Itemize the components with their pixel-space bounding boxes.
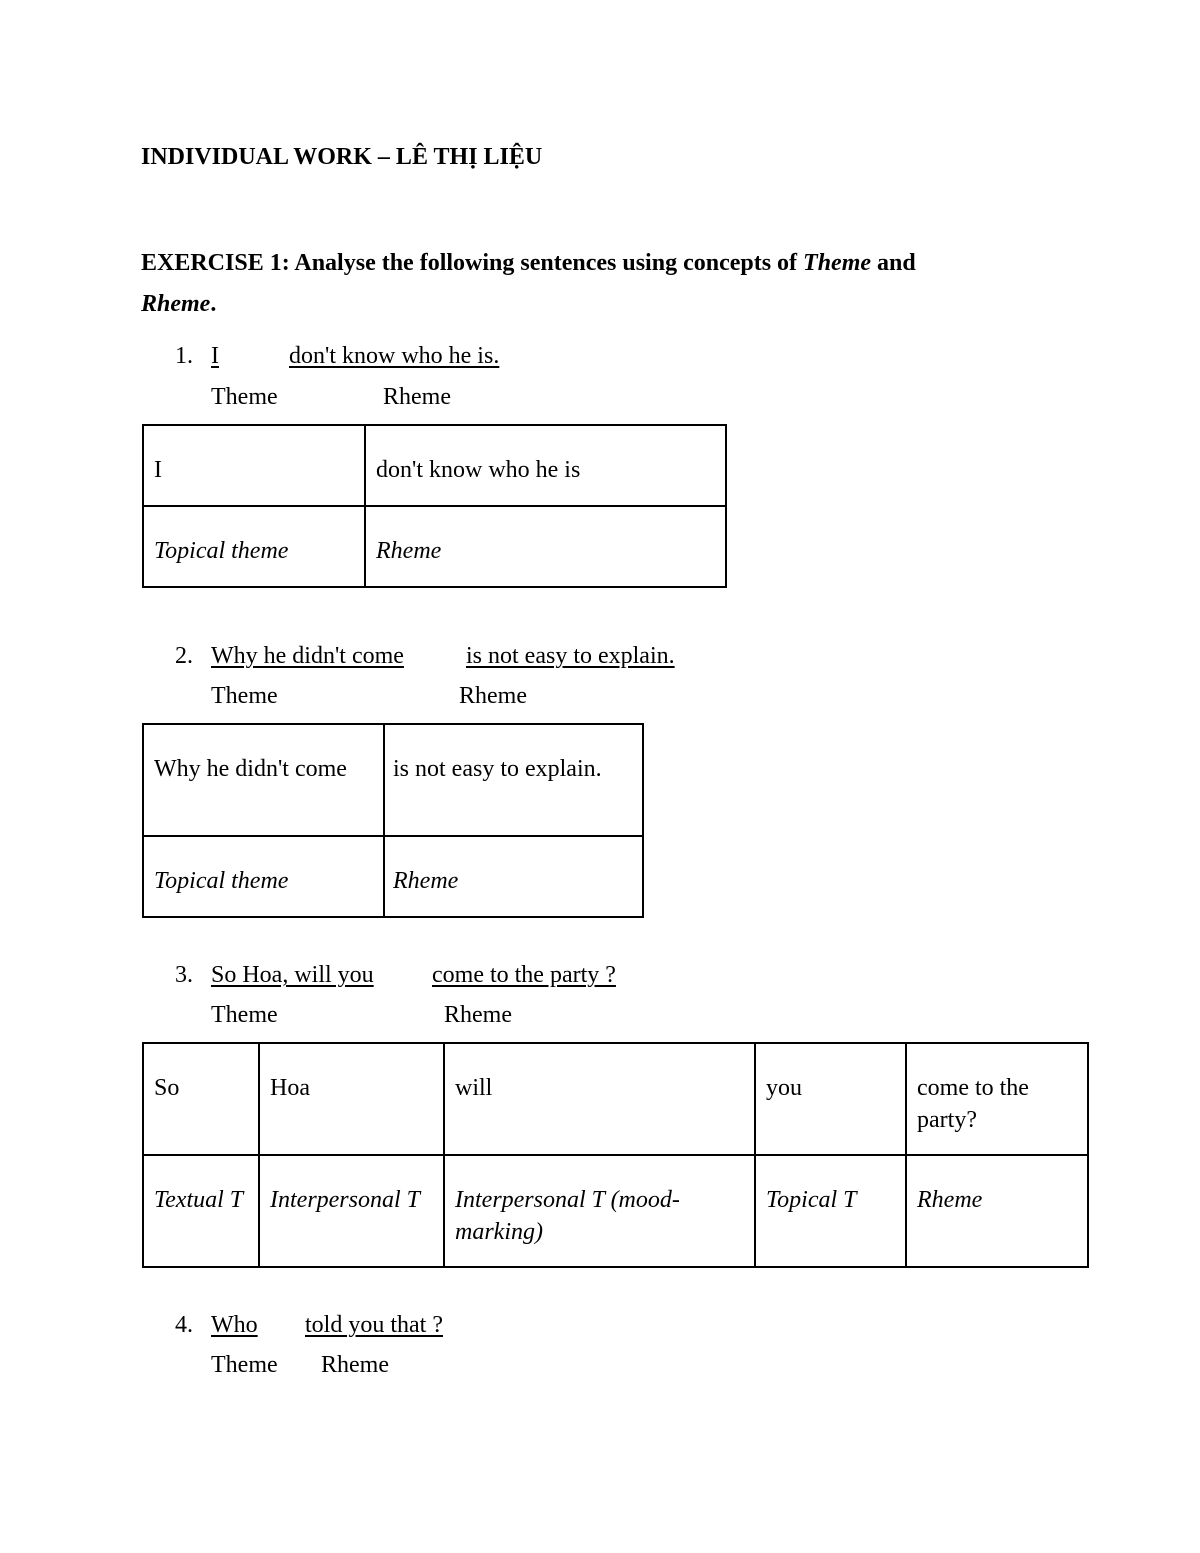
item-1-rheme-part: don't know who he is. [289, 343, 500, 369]
item-4-number: 4. [175, 1312, 193, 1338]
item-2-number: 2. [175, 643, 193, 669]
table-row [143, 425, 726, 506]
item-4-theme-part: Who [211, 1312, 258, 1338]
table-cell: come to the party? [906, 1043, 1088, 1155]
table-cell: Interpersonal T (mood-marking) [444, 1155, 755, 1267]
item-1-number: 1. [175, 343, 193, 369]
item-4-rheme-label: Rheme [321, 1352, 389, 1378]
table-row [143, 1155, 1088, 1267]
table-cell: Rheme [384, 836, 643, 917]
table-cell: will [444, 1043, 755, 1155]
item-4-theme-label: Theme [211, 1352, 278, 1378]
item-1-table [142, 424, 727, 588]
table-cell: Topical T [755, 1155, 906, 1267]
table-cell: Why he didn't come [143, 724, 384, 836]
table-cell: Topical theme [143, 506, 365, 587]
item-2-theme-part: Why he didn't come [211, 643, 404, 669]
table-cell: Rheme [906, 1155, 1088, 1267]
item-2-rheme-part: is not easy to explain. [466, 643, 675, 669]
exercise-heading [141, 250, 916, 277]
table-row [143, 836, 643, 917]
table-cell: Topical theme [143, 836, 384, 917]
item-2-rheme-label: Rheme [459, 683, 527, 709]
exercise-period: . [210, 291, 217, 317]
item-1-theme-part: I [211, 343, 219, 369]
table-cell: is not easy to explain. [384, 724, 643, 836]
table-cell: So [143, 1043, 259, 1155]
item-1-rheme-label: Rheme [383, 384, 451, 410]
item-3-number: 3. [175, 962, 193, 988]
item-3-theme-part: So Hoa, will you [211, 962, 374, 988]
table-row [143, 1043, 1088, 1155]
table-cell: Rheme [365, 506, 726, 587]
item-3-table [142, 1042, 1089, 1268]
item-1-theme-label: Theme [211, 384, 278, 410]
table-cell: Textual T [143, 1155, 259, 1267]
table-cell: you [755, 1043, 906, 1155]
item-3-theme-label: Theme [211, 1002, 278, 1028]
table-row [143, 506, 726, 587]
item-3-rheme-label: Rheme [444, 1002, 512, 1028]
item-2-theme-label: Theme [211, 683, 278, 709]
table-row [143, 724, 643, 836]
document-title: INDIVIDUAL WORK – LÊ THỊ LIỆU [141, 144, 543, 170]
exercise-heading-line2 [141, 291, 216, 318]
item-2-table [142, 723, 644, 918]
table-cell: I [143, 425, 365, 506]
exercise-heading-text: EXERCISE 1: Analyse the following sentences using concepts of [141, 250, 804, 276]
table-cell: don't know who he is [365, 425, 726, 506]
exercise-theme-word: Theme [803, 250, 872, 276]
exercise-and-word: and [871, 250, 916, 276]
item-3-rheme-part: come to the party ? [432, 962, 616, 988]
table-cell: Hoa [259, 1043, 444, 1155]
exercise-rheme-word: Rheme [141, 291, 211, 317]
table-cell: Interpersonal T [259, 1155, 444, 1267]
item-4-rheme-part: told you that ? [305, 1312, 443, 1338]
